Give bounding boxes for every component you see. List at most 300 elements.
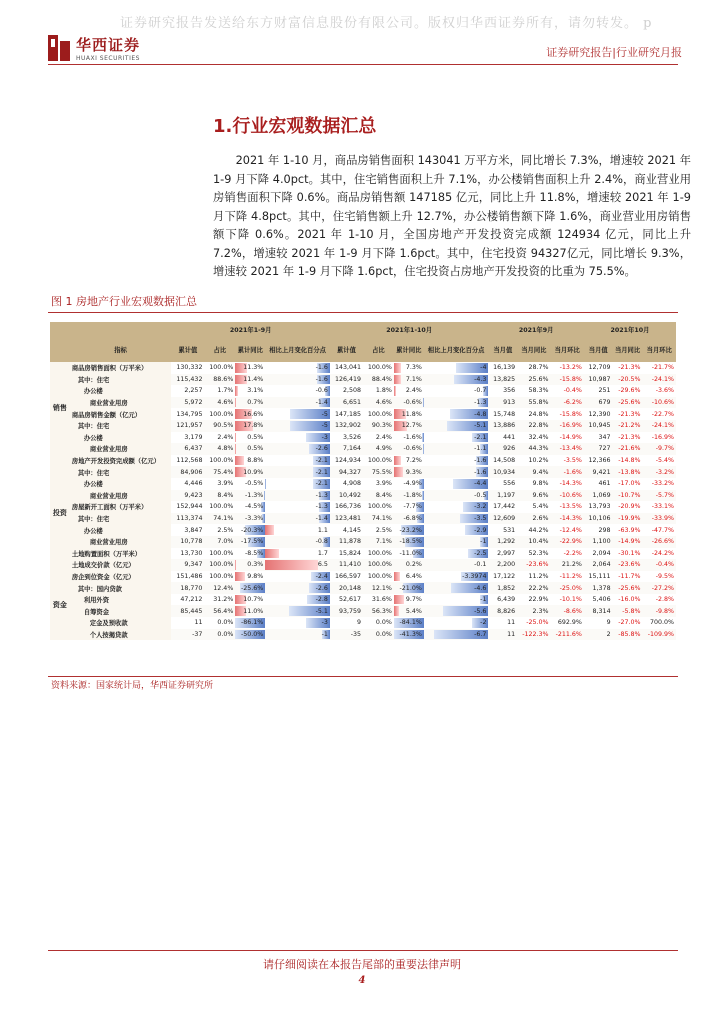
company-logo: [48, 34, 140, 62]
table-cell: [394, 548, 424, 560]
table-cell: 22.8%: [517, 420, 550, 432]
table-cell: 1,197: [488, 490, 517, 502]
table-cell: 13,825: [488, 374, 517, 386]
bar-value-label: 8.8%: [247, 457, 264, 465]
table-cell: [424, 362, 489, 374]
table-cell: [394, 617, 424, 629]
bar-value-label: -1.6: [474, 468, 487, 476]
table-cell: [265, 629, 330, 641]
table-cell: 5.4%: [532, 503, 549, 511]
table-cell: [424, 501, 489, 513]
bar-value-label: -3.5: [474, 515, 487, 523]
table-cell: 6,651: [330, 397, 363, 409]
table-cell: 2,200: [488, 559, 517, 571]
table-cell: 17,442: [493, 503, 516, 511]
table-cell: 9.6%: [517, 490, 550, 502]
table-row-label: 其中：国内贷款: [70, 582, 172, 594]
report-type-header: 证券研究报告|行业研究月报: [546, 46, 682, 59]
table-cell: 9,421: [584, 466, 613, 478]
table-cell: [394, 455, 424, 467]
bar-value-label: -4.6: [474, 584, 487, 592]
table-row-label: 其中：住宅: [70, 466, 172, 478]
header-divider: [48, 64, 678, 65]
logo-mark-icon: [48, 35, 70, 61]
table-cell: [424, 629, 489, 641]
table-cell: [394, 513, 424, 525]
bar-value-label: -2.6: [315, 445, 328, 453]
table-row-label: 商业营业用房: [70, 536, 172, 548]
bar-value-label: 0.3%: [247, 561, 264, 569]
table-cell: 4.9%: [363, 443, 394, 455]
table-cell: -29.6%: [618, 387, 641, 395]
bar-value-label: -2.5: [474, 549, 487, 557]
table-cell: [235, 397, 265, 409]
table-cell: 100.0%: [367, 572, 392, 580]
table-cell: -24.2%: [651, 549, 674, 557]
bar-value-label: -1: [480, 596, 487, 604]
table-cell: 8.4%: [363, 490, 394, 502]
bar-value-label: -5.6: [474, 607, 487, 615]
table-cell: 1,852: [488, 582, 517, 594]
table-cell: 15,748: [493, 410, 516, 418]
table-cell: [424, 582, 489, 594]
bar-value-label: -2.8: [315, 596, 328, 604]
table-cell: 88.4%: [363, 374, 394, 386]
table-cell: [394, 362, 424, 374]
table-cell: -9.5%: [655, 572, 674, 580]
table-cell: 9: [606, 619, 611, 627]
table-row-label: 房地产开发投资完成额（亿元）: [70, 455, 172, 467]
table-cell: -17.0%: [618, 480, 641, 488]
table-cell: 28.7%: [528, 364, 549, 372]
table-header-cell: 占比: [363, 336, 394, 362]
bar-value-label: -1.8%: [403, 491, 422, 499]
table-cell: 113,374: [171, 513, 204, 525]
table-row-label: 商品房销售面积（万平米）: [70, 362, 172, 374]
table-cell: 5,972: [171, 397, 204, 409]
bar-value-label: -6.8%: [403, 515, 422, 523]
bar-value-label: 1.1: [317, 526, 328, 534]
table-row-label: 个人按揭贷款: [70, 629, 172, 641]
table-row: [50, 571, 676, 583]
table-cell: -19.9%: [613, 513, 643, 525]
table-cell: -13.4%: [551, 443, 584, 455]
table-cell: -14.8%: [618, 457, 641, 465]
table-cell: 15,111: [588, 572, 611, 580]
table-cell: 10.4%: [517, 536, 550, 548]
table-cell: [424, 397, 489, 409]
bar-value-label: -0.6%: [403, 399, 422, 407]
legal-notice-footer: 请仔细阅读在本报告尾部的重要法律声明: [263, 958, 461, 971]
table-cell: [394, 582, 424, 594]
table-cell: [235, 605, 265, 617]
table-header-cell: 累计同比: [394, 336, 424, 362]
table-header-cell: 当月值: [584, 336, 613, 362]
table-row-label: 房屋新开工面积（万平米）: [70, 501, 172, 513]
bar-value-label: -5: [321, 410, 328, 418]
bar-value-label: 5.4%: [405, 607, 422, 615]
table-cell: 3,179: [184, 433, 203, 441]
table-cell: [265, 548, 330, 560]
table-header-cell: [50, 336, 70, 362]
bar-value-label: -41.3%: [399, 630, 422, 638]
table-cell: [265, 432, 330, 444]
table-cell: 24.8%: [528, 410, 549, 418]
table-cell: 56.4%: [204, 605, 235, 617]
table-row: [50, 559, 676, 571]
table-cell: [394, 536, 424, 548]
table-row-label: 办公楼: [70, 432, 172, 444]
table-cell: 3,526: [342, 433, 361, 441]
table-cell: -5.4%: [655, 457, 674, 465]
table-cell: 56.3%: [363, 605, 394, 617]
figure-divider: [48, 312, 678, 313]
table-cell: -0.4%: [643, 559, 676, 571]
bar-value-label: -2.6: [315, 584, 328, 592]
table-cell: 52.3%: [528, 549, 549, 557]
bar-value-label: -50.0%: [240, 630, 264, 638]
table-cell: 2: [584, 629, 613, 641]
bar-value-label: -3.3%: [244, 515, 264, 523]
table-header-cell: 当月同比: [517, 336, 550, 362]
table-cell: 75.4%: [204, 466, 235, 478]
bar-value-label: 6.4%: [405, 572, 422, 580]
table-cell: [265, 617, 330, 629]
table-row-label: 商业营业用房: [70, 490, 172, 502]
table-cell: [394, 443, 424, 455]
table-cell: 2.3%: [517, 605, 550, 617]
table-cell: 84,906: [171, 466, 204, 478]
table-cell: 143,041: [334, 364, 361, 372]
table-row: [50, 374, 676, 386]
table-cell: 90.5%: [204, 420, 235, 432]
table-cell: 2,094: [592, 549, 611, 557]
table-cell: 2.6%: [517, 513, 550, 525]
table-cell: [235, 362, 265, 374]
table-row-label: 土地成交价款（亿元）: [70, 559, 172, 571]
table-cell: -5.8%: [613, 605, 643, 617]
table-cell: [424, 466, 489, 478]
bar-value-label: 12.7%: [401, 422, 422, 430]
table-cell: 75.5%: [363, 466, 394, 478]
table-cell: -27.0%: [618, 619, 641, 627]
table-row: [50, 524, 676, 536]
table-cell: -21.7%: [651, 364, 674, 372]
bar-value-label: -0.5%: [244, 480, 264, 488]
table-cell: [265, 420, 330, 432]
bar-value-label: 10.7%: [243, 596, 264, 604]
table-cell: 74.1%: [204, 513, 235, 525]
table-cell: 10,945: [584, 420, 613, 432]
table-cell: 4.6%: [363, 397, 394, 409]
table-cell: 44.2%: [528, 526, 549, 534]
table-cell: [265, 385, 330, 397]
table-cell: 100.0%: [209, 549, 234, 557]
table-cell: 7,164: [330, 443, 363, 455]
table-header-cell: 当月环比: [643, 336, 676, 362]
bar-value-label: -5.1: [315, 607, 328, 615]
bar-value-label: 11.3%: [243, 364, 264, 372]
table-row: [50, 478, 676, 490]
table-row-label: 其中：住宅: [70, 374, 172, 386]
table-cell: [424, 443, 489, 455]
table-cell: 11: [507, 619, 516, 627]
bar-value-label: 9.3%: [405, 468, 422, 476]
table-cell: 0.0%: [363, 629, 394, 641]
bar-value-label: -3.3974: [462, 572, 487, 580]
table-cell: -13.8%: [613, 466, 643, 478]
bar-value-label: 9.8%: [247, 572, 264, 580]
table-row: [50, 536, 676, 548]
table-header-cell: 累计值: [330, 336, 363, 362]
table-cell: -109.9%: [643, 629, 676, 641]
bar-value-label: -2.9: [474, 526, 487, 534]
bar-value-label: -3: [321, 433, 328, 441]
table-column-header-row: [50, 336, 676, 362]
table-cell: 4,908: [342, 480, 361, 488]
bar-value-label: 10.9%: [243, 468, 264, 476]
table-cell: 152,944: [176, 503, 203, 511]
table-cell: -26.6%: [643, 536, 676, 548]
table-cell: 100.0%: [209, 364, 234, 372]
table-group-header-row: [50, 322, 676, 336]
table-cell: [235, 582, 265, 594]
bar-value-label: -4.4: [474, 480, 487, 488]
table-cell: 74.1%: [363, 513, 394, 525]
bar-value-label: -1: [321, 630, 328, 638]
table-cell: -2.2%: [563, 549, 582, 557]
table-cell: [394, 490, 424, 502]
bar-value-label: 7.3%: [405, 364, 422, 372]
bar-value-label: -4: [480, 364, 487, 372]
table-cell: 88.6%: [204, 374, 235, 386]
bar-value-label: -84.1%: [399, 619, 422, 627]
table-cell: [424, 385, 489, 397]
table-cell: [424, 490, 489, 502]
table-cell: 913: [488, 397, 517, 409]
table-cell: 112,568: [176, 457, 203, 465]
table-row: [50, 420, 676, 432]
table-cell: [424, 536, 489, 548]
bar-value-label: -86.1%: [240, 619, 264, 627]
table-row: [50, 548, 676, 560]
table-cell: [394, 524, 424, 536]
table-cell: 6,439: [497, 596, 516, 604]
table-row: [50, 443, 676, 455]
table-cell: 679: [584, 397, 613, 409]
page-number: 4: [358, 975, 366, 986]
table-cell: 9.4%: [517, 466, 550, 478]
table-cell: [424, 571, 489, 583]
bar-value-label: -1.3%: [244, 491, 264, 499]
table-cell: -85.8%: [613, 629, 643, 641]
table-cell: -20.9%: [618, 503, 641, 511]
table-cell: [235, 536, 265, 548]
table-group-label: 资金: [50, 571, 70, 641]
table-cell: -14.3%: [559, 480, 582, 488]
bar-value-label: -4.9%: [403, 480, 422, 488]
table-cell: 166,597: [334, 572, 361, 580]
bar-value-label: -2.1: [315, 468, 328, 476]
table-cell: [424, 548, 489, 560]
table-cell: [394, 571, 424, 583]
table-cell: [265, 397, 330, 409]
table-cell: -0.4%: [563, 387, 582, 395]
table-cell: 298: [598, 526, 611, 534]
table-cell: [235, 571, 265, 583]
bar-value-label: -0.8: [315, 538, 328, 546]
table-cell: 1,292: [488, 536, 517, 548]
bar-value-label: 3.1%: [247, 387, 264, 395]
table-group-label: 投资: [50, 455, 70, 571]
table-cell: 147,185: [334, 410, 361, 418]
table-cell: -22.9%: [551, 536, 584, 548]
table-cell: 21.2%: [551, 559, 584, 571]
table-row-label: 办公楼: [70, 524, 172, 536]
table-cell: 347: [598, 433, 611, 441]
bar-value-label: 17.8%: [243, 422, 264, 430]
table-cell: -24.1%: [643, 374, 676, 386]
bar-value-label: 7.2%: [405, 457, 422, 465]
table-row-label: 利用外资: [70, 594, 172, 606]
table-row: [50, 594, 676, 606]
table-cell: -23.6%: [517, 559, 550, 571]
table-cell: 100.0%: [204, 559, 235, 571]
table-cell: 52,617: [338, 596, 361, 604]
table-cell: -13.5%: [559, 503, 582, 511]
table-cell: -16.0%: [618, 596, 641, 604]
table-cell: 9,423: [171, 490, 204, 502]
table-header-cell: 指标: [70, 336, 172, 362]
bar-value-label: -2.1: [474, 433, 487, 441]
table-cell: -11.7%: [618, 572, 641, 580]
bar-value-label: -1.6%: [403, 433, 422, 441]
table-cell: 2.4%: [217, 433, 234, 441]
table-cell: -37: [171, 629, 204, 641]
table-cell: 47,212: [180, 596, 203, 604]
bar-value-label: -7.7%: [403, 503, 422, 511]
table-row: [50, 501, 676, 513]
table-cell: 0.0%: [375, 619, 392, 627]
table-cell: [265, 513, 330, 525]
table-cell: -11.2%: [559, 572, 582, 580]
table-cell: 11: [194, 619, 203, 627]
table-cell: 13,730: [180, 549, 203, 557]
table-cell: 20,148: [330, 582, 363, 594]
table-header-cell: 相比上月变化百分点: [265, 336, 330, 362]
table-cell: 93,759: [330, 605, 363, 617]
table-cell: 5,406: [592, 596, 611, 604]
table-cell: 0.0%: [204, 629, 235, 641]
table-cell: 10,492: [330, 490, 363, 502]
table-cell: 100.0%: [367, 364, 392, 372]
table-cell: 2.4%: [375, 433, 392, 441]
table-cell: -10.6%: [643, 397, 676, 409]
table-header-cell: 当月环比: [551, 336, 584, 362]
table-cell: 22.9%: [528, 596, 549, 604]
bar-value-label: -0.1: [474, 561, 487, 569]
table-cell: [235, 432, 265, 444]
bar-value-label: 11.8%: [401, 410, 422, 418]
bar-value-label: 11.0%: [243, 607, 264, 615]
bar-value-label: 9.7%: [405, 596, 422, 604]
bar-value-label: 16.6%: [243, 410, 264, 418]
table-cell: [394, 466, 424, 478]
table-cell: 123,481: [330, 513, 363, 525]
bar-value-label: 1.7: [317, 549, 328, 557]
table-cell: 10.2%: [528, 457, 549, 465]
table-cell: [235, 478, 265, 490]
table-cell: -25.6%: [613, 397, 643, 409]
table-cell: 100.0%: [209, 503, 234, 511]
table-cell: [265, 443, 330, 455]
table-cell: 22.2%: [517, 582, 550, 594]
table-cell: 121,957: [171, 420, 204, 432]
table-cell: -6.2%: [551, 397, 584, 409]
bar-value-label: -25.6%: [240, 584, 264, 592]
bar-value-label: 7.1%: [405, 375, 422, 383]
table-cell: [265, 455, 330, 467]
table-cell: [424, 605, 489, 617]
bar-value-label: -18.5%: [399, 538, 422, 546]
bar-value-label: -8.5%: [244, 549, 264, 557]
table-cell: 25.6%: [517, 374, 550, 386]
table-cell: -35: [330, 629, 363, 641]
logo-name-cn: 华西证券: [76, 36, 141, 54]
table-cell: -14.9%: [613, 536, 643, 548]
bar-value-label: -5.1: [474, 422, 487, 430]
table-row-label: 自筹资金: [70, 605, 172, 617]
bar-value-label: 0.7%: [247, 399, 264, 407]
table-cell: 4.8%: [204, 443, 235, 455]
table-cell: -14.9%: [559, 433, 582, 441]
bar-value-label: -23.2%: [399, 526, 422, 534]
table-cell: -33.2%: [651, 480, 674, 488]
table-cell: 9: [356, 619, 361, 627]
table-cell: -10.1%: [559, 596, 582, 604]
table-cell: [235, 490, 265, 502]
table-cell: [394, 408, 424, 420]
table-cell: 2,508: [342, 387, 361, 395]
table-cell: [235, 443, 265, 455]
table-row: [50, 408, 676, 420]
table-cell: -3.5%: [563, 457, 582, 465]
table-cell: [235, 594, 265, 606]
bar-value-label: -1.3: [315, 503, 328, 511]
bar-value-label: -21.0%: [399, 584, 422, 592]
table-row: [50, 513, 676, 525]
table-cell: 1.8%: [375, 387, 392, 395]
macro-data-table: [50, 322, 676, 640]
table-cell: 32.4%: [528, 433, 549, 441]
table-cell: -25.6%: [613, 582, 643, 594]
footer-divider: [48, 950, 678, 951]
table-cell: [424, 559, 489, 571]
table-cell: [265, 478, 330, 490]
table-body: [50, 362, 676, 640]
bar-value-label: 0.2%: [405, 561, 422, 569]
table-row: [50, 432, 676, 444]
table-cell: 166,736: [334, 503, 361, 511]
table-row-label: 办公楼: [70, 478, 172, 490]
data-source: 资料来源：国家统计局，华西证券研究所: [51, 681, 214, 691]
table-row-label: 商业营业用房: [70, 397, 172, 409]
table-cell: 151,486: [176, 572, 203, 580]
table-cell: 531: [503, 526, 516, 534]
table-cell: 12,390: [588, 410, 611, 418]
table-cell: [394, 478, 424, 490]
bar-value-label: -2.1: [315, 457, 328, 465]
